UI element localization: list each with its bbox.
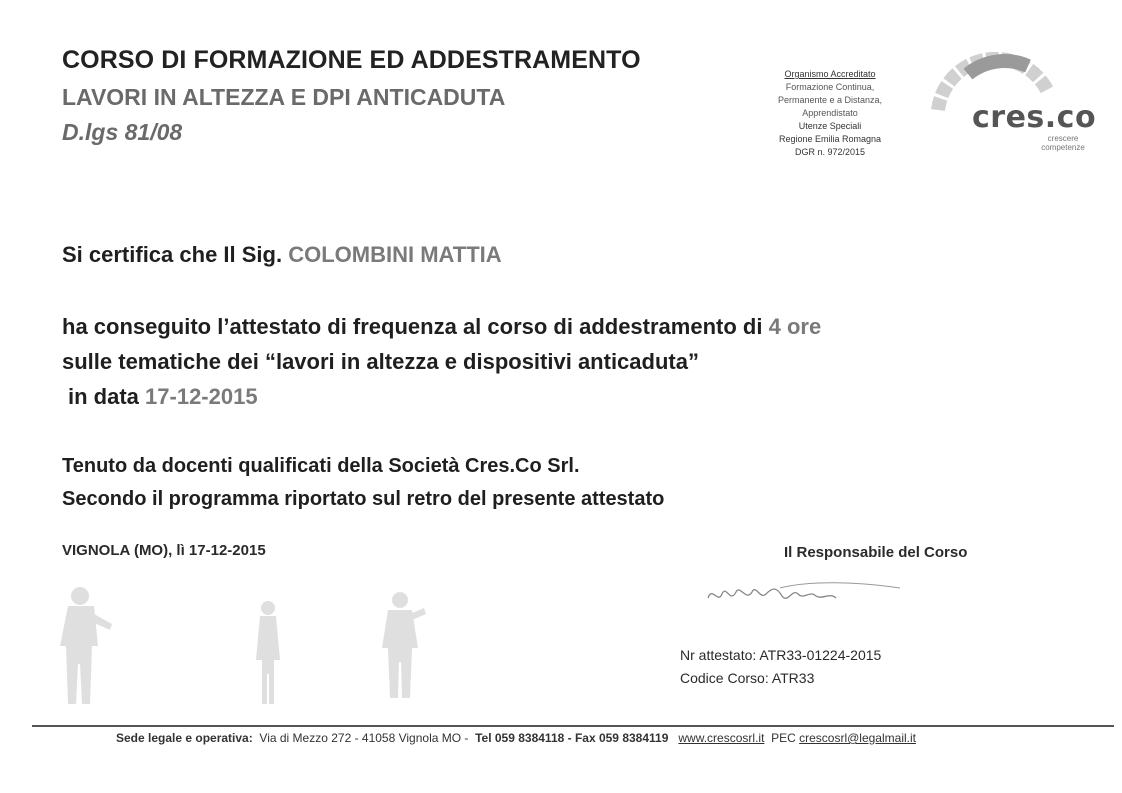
date-prefix: in data [68, 384, 139, 409]
logo-tagline-1: crescere [1047, 134, 1079, 143]
decorative-figures-image [58, 584, 508, 714]
date-line [68, 384, 258, 410]
accreditation-line: DGR n. 972/2015 [794, 147, 866, 157]
certification-line [62, 242, 502, 268]
achievement-line [62, 314, 821, 340]
course-date: 17-12-2015 [145, 384, 258, 409]
course-subtitle: LAVORI IN ALTEZZA E DPI ANTICADUTA [62, 84, 506, 110]
footer-pec-label: PEC [771, 731, 796, 745]
certificate-number: Nr attestato: ATR33-01224-2015 [680, 647, 882, 663]
accreditation-line: Utenze Speciali [798, 121, 862, 131]
place-date: VIGNOLA (MO), lì 17-12-2015 [62, 542, 266, 559]
accreditation-heading: Organismo Accreditato [784, 69, 876, 79]
footer-label: Sede legale e operativa: [116, 731, 253, 745]
program-note: Secondo il programma riportato sul retro del presente attestato [62, 488, 665, 510]
accreditation-line: Regione Emilia Romagna [778, 134, 882, 144]
course-hours: 4 ore [768, 314, 822, 339]
course-title: CORSO DI FORMAZIONE ED ADDESTRAMENTO [62, 46, 641, 74]
logo-tagline-2: competenze [1041, 143, 1085, 152]
certifies-prefix: Si certifica che Il Sig. [62, 242, 283, 267]
accreditation-block [752, 68, 908, 159]
held-by-line: Tenuto da docenti qualificati della Società Cres.Co Srl. [62, 455, 580, 477]
accreditation-line: Permanente e a Distanza, [777, 95, 883, 105]
footer [116, 731, 916, 745]
person-name: COLOMBINI MATTIA [288, 242, 502, 267]
law-reference: D.lgs 81/08 [62, 119, 183, 145]
footer-website-link[interactable]: www.crescosrl.it [678, 731, 765, 745]
topic-line: sulle tematiche dei “lavori in altezza e dispositivi anticaduta” [62, 349, 699, 374]
footer-pec-link[interactable]: crescosrl@legalmail.it [799, 731, 916, 745]
footer-phone-fax: Tel 059 8384118 - Fax 059 8384119 [475, 731, 669, 745]
signature-image [700, 574, 910, 614]
accreditation-line: Formazione Continua, [785, 82, 875, 92]
logo-text: cres.co [972, 100, 1097, 135]
achieved-prefix: ha conseguito l’attestato di frequenza al corso di addestramento di [62, 314, 763, 339]
footer-divider [32, 725, 1114, 727]
logo-tagline [1040, 134, 1086, 152]
course-code: Codice Corso: ATR33 [680, 670, 815, 686]
footer-address: Via di Mezzo 272 - 41058 Vignola MO - [259, 731, 469, 745]
course-responsible-label: Il Responsabile del Corso [784, 544, 968, 561]
accreditation-line: Apprendistato [802, 108, 858, 118]
